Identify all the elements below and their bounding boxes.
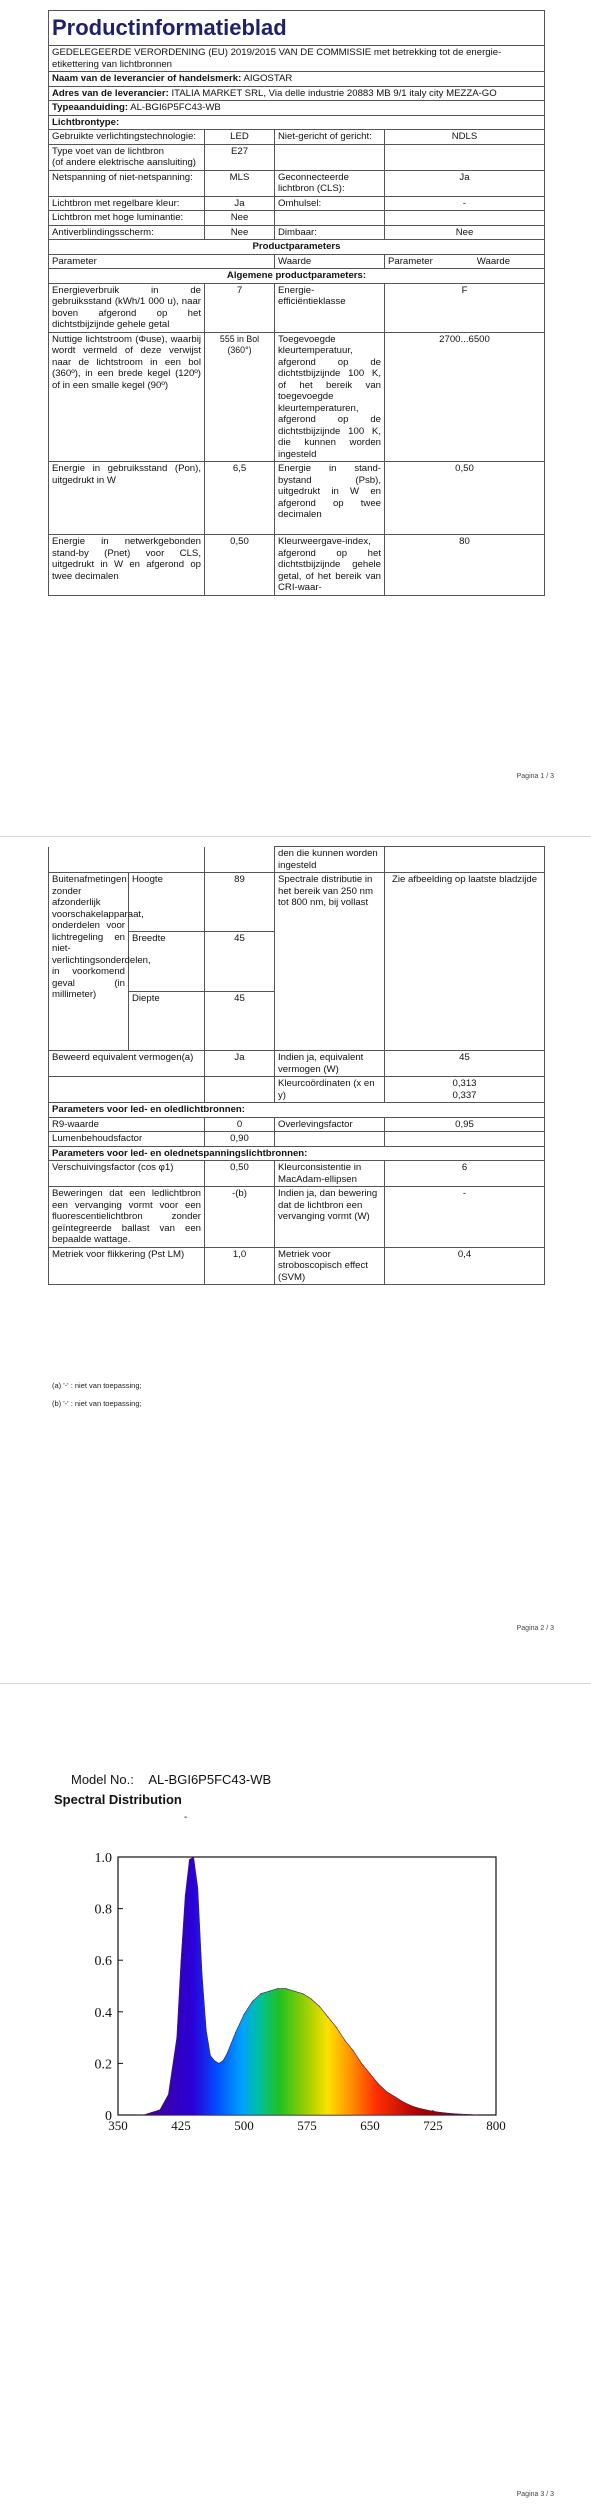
page1-table bbox=[48, 10, 545, 596]
supplier-name-value: AIGOSTAR bbox=[243, 73, 293, 84]
page-title: Productinformatieblad bbox=[49, 11, 545, 46]
spectrum-point bbox=[353, 2050, 354, 2051]
param-value bbox=[385, 1132, 545, 1147]
page-number: Pagina 3 / 3 bbox=[516, 2491, 554, 2498]
page2-table bbox=[48, 846, 545, 1285]
param-label: Energieverbruik in de gebruiksstand (kWh/1 000 u), naar boven afgerond op het dichtstbijzijnde gehele getal bbox=[49, 283, 205, 332]
info-label: Niet-gericht of gericht: bbox=[275, 130, 385, 145]
info-label bbox=[275, 144, 385, 170]
x-tick-label: 575 bbox=[297, 2118, 317, 2133]
page-divider bbox=[0, 1683, 591, 1684]
info-row bbox=[49, 211, 545, 226]
led-heading: Parameters voor led- en oledlichtbronnen: bbox=[49, 1103, 545, 1118]
param-value: Ja bbox=[205, 1051, 275, 1077]
param-value: -(b) bbox=[205, 1187, 275, 1248]
spectrum-point bbox=[369, 2073, 370, 2074]
param-label: R9-waarde bbox=[49, 1117, 205, 1132]
param-label: Energie-efficiëntieklasse bbox=[275, 283, 385, 332]
info-label bbox=[275, 211, 385, 226]
x-tick-label: 425 bbox=[171, 2118, 191, 2133]
dim-row bbox=[49, 873, 545, 932]
param-label: Energie in netwerkgebonden stand-by (Pnet) voor CLS, uitgedrukt in W en afgerond op twee decimalen bbox=[49, 535, 205, 596]
param-value: 2700...6500 bbox=[385, 332, 545, 462]
model-row bbox=[49, 101, 545, 116]
spectrum-point bbox=[218, 2063, 219, 2064]
spectrum-point bbox=[411, 2105, 412, 2106]
param-row bbox=[49, 1161, 545, 1187]
info-value: MLS bbox=[205, 170, 275, 196]
spectrum-point bbox=[227, 2053, 228, 2054]
dim-value: 89 bbox=[205, 873, 275, 932]
info-label: Antiverblindingsscherm: bbox=[49, 225, 205, 240]
dim-name: Diepte bbox=[129, 991, 205, 1050]
param-label bbox=[49, 1077, 205, 1103]
y-tick-label: 0 bbox=[105, 2109, 112, 2124]
param-value: 45 bbox=[385, 1051, 545, 1077]
dim-name: Breedte bbox=[129, 932, 205, 991]
info-row bbox=[49, 144, 545, 170]
spectrum-point bbox=[361, 2063, 362, 2064]
info-value: Nee bbox=[385, 225, 545, 240]
spectrum-point bbox=[176, 2037, 177, 2038]
dim-label: Buitenafmetingen zonder afzonderlijk voorschakelapparaat, onderdelen voor lichtregeling en niet-verlichtingsonderdelen, in voorkomend geval (in millimeter) bbox=[49, 873, 129, 1051]
param-label: Kleurcoördinaten (x en y) bbox=[275, 1077, 385, 1103]
info-value: Ja bbox=[205, 196, 275, 211]
carry-row bbox=[49, 847, 545, 873]
param-label: Energie in gebruiksstand (Pon), uitgedrukt in W bbox=[49, 462, 205, 535]
spectrum-point bbox=[378, 2083, 379, 2084]
info-label: Omhulsel: bbox=[275, 196, 385, 211]
param-value bbox=[205, 1077, 275, 1103]
spectrum-point bbox=[197, 1887, 198, 1888]
param-value: 0,313 0,337 bbox=[385, 1077, 545, 1103]
info-label: Geconnecteerde lichtbron (CLS): bbox=[275, 170, 385, 196]
param-row bbox=[49, 535, 545, 596]
spectrum-point bbox=[311, 1998, 312, 1999]
lichtbrontype-heading: Lichtbrontype: bbox=[49, 115, 545, 130]
param-label bbox=[275, 1132, 385, 1147]
param-row bbox=[49, 1117, 545, 1132]
spectrum-point bbox=[180, 1960, 181, 1961]
spectral-label: Spectrale distributie in het bereik van 250 nm tot 800 nm, bij vollast bbox=[275, 873, 385, 1051]
info-value bbox=[385, 144, 545, 170]
info-value: Nee bbox=[205, 225, 275, 240]
x-tick-label: 500 bbox=[234, 2118, 254, 2133]
info-label: Type voet van de lichtbron (of andere elektrische aansluiting) bbox=[49, 144, 205, 170]
info-value: NDLS bbox=[385, 130, 545, 145]
param-row bbox=[49, 332, 545, 462]
param-label: Toegevoegde kleurtemperatuur, afgerond op de dichtstbijzijnde 100 K, of het bereik van toegevoegde kleurtemperaturen, afgerond op de dichtstbijzijnde 100 K, die kunnen worden ingesteld bbox=[275, 332, 385, 462]
info-value bbox=[385, 211, 545, 226]
regulation-text: GEDELEGEERDE VERORDENING (EU) 2019/2015 VAN DE COMMISSIE met betrekking tot de energie-etikettering van lichtbronnen bbox=[49, 46, 545, 72]
column-header-row bbox=[49, 254, 545, 269]
dim-value: 45 bbox=[205, 991, 275, 1050]
spectrum-point bbox=[336, 2027, 337, 2028]
col-parameter-text: Parameter bbox=[52, 255, 97, 267]
footnote-a: (a) '-' : niet van toepassing; bbox=[52, 1381, 142, 1390]
carry-empty bbox=[205, 847, 275, 873]
info-row bbox=[49, 130, 545, 145]
spectrum-point bbox=[151, 2112, 152, 2113]
spectrum-point bbox=[479, 2114, 480, 2115]
spectrum-point bbox=[134, 2114, 135, 2115]
info-row bbox=[49, 196, 545, 211]
spectrum-point bbox=[185, 1895, 186, 1896]
spectrum-point bbox=[269, 1991, 270, 1992]
param-row bbox=[49, 1132, 545, 1147]
info-row bbox=[49, 225, 545, 240]
spectrum-point bbox=[403, 2102, 404, 2103]
spectrum-point bbox=[386, 2091, 387, 2092]
spectrum-point bbox=[395, 2096, 396, 2097]
param-label: Metriek voor stroboscopisch effect (SVM) bbox=[275, 1247, 385, 1285]
spectrum-point bbox=[462, 2114, 463, 2115]
spectrum-point bbox=[206, 2029, 207, 2030]
x-tick-label: 650 bbox=[360, 2118, 380, 2133]
spectrum-point bbox=[235, 2032, 236, 2033]
supplier-address-value: ITALIA MARKET SRL, Via delle industrie 20883 MB 9/1 italy city MEZZA-GO bbox=[171, 87, 497, 99]
info-value: E27 bbox=[205, 144, 275, 170]
param-label: Metriek voor flikkering (Pst LM) bbox=[49, 1247, 205, 1285]
spectrum-point bbox=[193, 1856, 194, 1857]
x-tick-label: 350 bbox=[108, 2118, 128, 2133]
y-tick-label: 1.0 bbox=[94, 1851, 112, 1866]
info-value: LED bbox=[205, 130, 275, 145]
spectrum-dash: - bbox=[184, 1812, 188, 1823]
carry-text: den die kunnen worden ingesteld bbox=[275, 847, 385, 873]
info-row bbox=[49, 170, 545, 196]
y-tick-label: 0.2 bbox=[94, 2057, 112, 2073]
param-row bbox=[49, 283, 545, 332]
param-row bbox=[49, 1187, 545, 1248]
model-value: AL-BGI6P5FC43-WB bbox=[130, 102, 221, 113]
footnote-b: (b) '-' : niet van toepassing; bbox=[52, 1399, 142, 1408]
param-label: Indien ja, dan bewering dat de lichtbron een vervanging vormt (W) bbox=[275, 1187, 385, 1248]
param-value: - bbox=[385, 1187, 545, 1248]
info-value: Nee bbox=[205, 211, 275, 226]
col-parameter-2 bbox=[385, 254, 545, 269]
info-label: Lichtbron met hoge luminantie: bbox=[49, 211, 205, 226]
param-value: F bbox=[385, 283, 545, 332]
col-waarde: Waarde bbox=[275, 254, 385, 269]
x-tick-label: 725 bbox=[423, 2118, 443, 2133]
spectrum-point bbox=[437, 2111, 438, 2112]
param-value: 0,4 bbox=[385, 1247, 545, 1285]
page-divider bbox=[0, 836, 591, 837]
dim-value: 45 bbox=[205, 932, 275, 991]
param-label: Lumenbehoudsfactor bbox=[49, 1132, 205, 1147]
spectrum-point bbox=[319, 2006, 320, 2007]
supplier-name-label: Naam van de leverancier of handelsmerk: bbox=[52, 73, 242, 84]
model-label: Typeaanduiding: bbox=[52, 102, 129, 113]
spectrum-point bbox=[445, 2112, 446, 2113]
spectrum-point bbox=[277, 1988, 278, 1989]
param-row bbox=[49, 462, 545, 535]
carry-empty bbox=[385, 847, 545, 873]
info-label: Dimbaar: bbox=[275, 225, 385, 240]
param-label: Kleurweergave-index, afgerond op het dichtstbijzijnde gehele getal, of het bereik van CRI-waar- bbox=[275, 535, 385, 596]
spectrum-point bbox=[294, 1991, 295, 1992]
spectrum-point bbox=[243, 2014, 244, 2015]
model-no-value: AL-BGI6P5FC43-WB bbox=[148, 1772, 272, 1787]
param-value: 0,50 bbox=[205, 1161, 275, 1187]
page-number: Pagina 2 / 3 bbox=[516, 1625, 554, 1632]
param-row bbox=[49, 1051, 545, 1077]
param-label: Verschuivingsfactor (cos φ1) bbox=[49, 1161, 205, 1187]
param-value: 0,90 bbox=[205, 1132, 275, 1147]
param-value: 7 bbox=[205, 283, 275, 332]
spectrum-point bbox=[344, 2040, 345, 2041]
carry-empty bbox=[129, 847, 205, 873]
x-tick-label: 800 bbox=[486, 2118, 506, 2133]
spectrum-point bbox=[470, 2114, 471, 2115]
param-label: Beweerd equivalent vermogen(a) bbox=[49, 1051, 205, 1077]
spectrum-point bbox=[260, 1993, 261, 1994]
spectrum-point bbox=[201, 1973, 202, 1974]
dim-name: Hoogte bbox=[129, 873, 205, 932]
productparameters-heading: Productparameters bbox=[49, 240, 545, 255]
supplier-address-label: Adres van de leverancier: bbox=[52, 87, 169, 99]
spectrum-point bbox=[302, 1993, 303, 1994]
param-value: 0,50 bbox=[385, 462, 545, 535]
param-label: Kleurconsistentie in MacAdam-ellipsen bbox=[275, 1161, 385, 1187]
param-row bbox=[49, 1077, 545, 1103]
info-value: Ja bbox=[385, 170, 545, 196]
spectrum-point bbox=[327, 2016, 328, 2017]
supplier-address-row bbox=[49, 86, 545, 101]
param-label: Beweringen dat een ledlichtbron een vervanging vormt voor een fluorescentielichtbron zonder geïntegreerde ballast van een bepaalde wattage. bbox=[49, 1187, 205, 1248]
param-row bbox=[49, 1247, 545, 1285]
spectrum-point bbox=[285, 1988, 286, 1989]
col-parameter bbox=[49, 254, 275, 269]
spectrum-point bbox=[143, 2114, 144, 2115]
spectrum-title: Spectral Distribution bbox=[54, 1792, 182, 1807]
info-label: Netspanning of niet-netspanning: bbox=[49, 170, 205, 196]
spectral-value: Zie afbeelding op laatste bladzijde bbox=[385, 873, 545, 1051]
spectrum-point bbox=[210, 2055, 211, 2056]
y-tick-label: 0.4 bbox=[94, 2005, 112, 2021]
spectrum-series bbox=[135, 1857, 479, 2115]
param-value: 555 in Bol (360°) bbox=[205, 332, 275, 462]
param-value: 6 bbox=[385, 1161, 545, 1187]
y-tick-label: 0.8 bbox=[94, 1902, 112, 1918]
spectrum-point bbox=[222, 2060, 223, 2061]
info-label: Gebruikte verlichtingstechnologie: bbox=[49, 130, 205, 145]
y-tick-label: 0.6 bbox=[94, 1954, 112, 1970]
spectrum-point bbox=[189, 1859, 190, 1860]
param-value: 0,50 bbox=[205, 535, 275, 596]
param-value: 80 bbox=[385, 535, 545, 596]
supplier-name-row bbox=[49, 72, 545, 87]
info-value: - bbox=[385, 196, 545, 211]
param-value: 0,95 bbox=[385, 1117, 545, 1132]
param-label: Energie in stand-bystand (Psb), uitgedrukt in W en afgerond op twee decimalen bbox=[275, 462, 385, 535]
spectrum-point bbox=[453, 2113, 454, 2114]
page-number: Pagina 1 / 3 bbox=[516, 773, 554, 780]
plot-area bbox=[134, 1856, 480, 2115]
param-label: Nuttige lichtstroom (Φuse), waarbij wordt vermeld of deze verwijst naar de lichtstroom in een bol (360º), in een brede kegel (120º) of in een smalle kegel (90º) bbox=[49, 332, 205, 462]
col-parameter-2-text: Parameter bbox=[388, 255, 433, 267]
spectrum-point bbox=[428, 2110, 429, 2111]
spectrum-point bbox=[168, 2094, 169, 2095]
model-no-label: Model No.: bbox=[71, 1772, 134, 1787]
param-label: Indien ja, equivalent vermogen (W) bbox=[275, 1051, 385, 1077]
param-value: 1,0 bbox=[205, 1247, 275, 1285]
carry-empty bbox=[49, 847, 129, 873]
spectrum-point bbox=[159, 2109, 160, 2110]
spectrum-point bbox=[252, 2001, 253, 2002]
param-value: 6,5 bbox=[205, 462, 275, 535]
net-heading: Parameters voor led- en olednetspanningslichtbronnen: bbox=[49, 1146, 545, 1161]
info-label: Lichtbron met regelbare kleur: bbox=[49, 196, 205, 211]
spectrum-point bbox=[214, 2060, 215, 2061]
spectrum-chart bbox=[48, 1755, 508, 2175]
param-value: 0 bbox=[205, 1117, 275, 1132]
param-label: Overlevingsfactor bbox=[275, 1117, 385, 1132]
algemene-heading: Algemene productparameters: bbox=[49, 269, 545, 284]
spectrum-point bbox=[420, 2108, 421, 2109]
col-waarde-2: Waarde bbox=[476, 255, 511, 267]
